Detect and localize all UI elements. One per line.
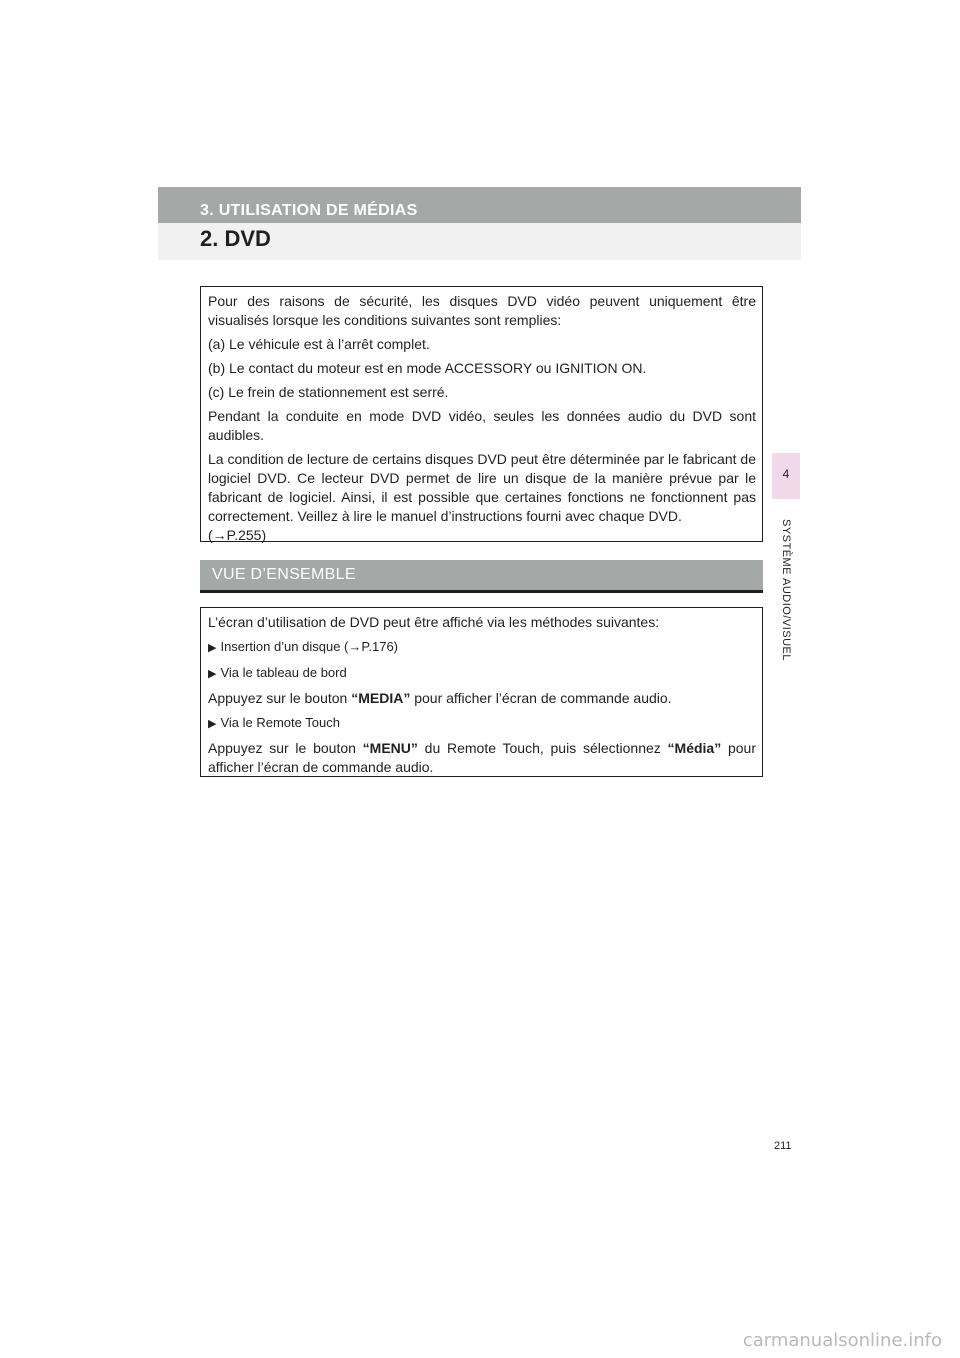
bullet-arrow-icon: ▶ (208, 668, 217, 680)
safety-notice-box (200, 286, 763, 542)
chapter-label: SYSTÈME AUDIO/VISUEL (780, 518, 792, 662)
watermark: carmanualsonline.info (742, 1330, 942, 1351)
page-reference-link[interactable]: (→P.255) (208, 527, 267, 543)
bullet-arrow-icon: ▶ (208, 642, 217, 654)
condition-c: (c) Le frein de stationnement est serré. (208, 384, 449, 400)
method-dashboard-text (208, 689, 756, 708)
method-remote-touch (208, 713, 756, 734)
safety-intro: Pour des raisons de sécurité, les disques DVD vidéo peuvent uniquement être visualisés lorsque les conditions suivantes sont remplies: (208, 293, 756, 328)
media-button-label: “MEDIA” (351, 690, 411, 706)
method-remote-touch-label: Via le Remote Touch (220, 715, 340, 730)
page-title: 2. DVD (200, 226, 271, 251)
overview-intro: L’écran d’utilisation de DVD peut être affiché via les méthodes suivantes: (208, 614, 660, 630)
text-segment: Appuyez sur le bouton (208, 740, 363, 756)
bullet-arrow-icon: ▶ (208, 718, 217, 730)
driving-note: Pendant la conduite en mode DVD vidéo, seules les données audio du DVD sont audibles. (208, 408, 756, 443)
method-insert-disc-label[interactable]: Insertion d’un disque (→P.176) (220, 639, 399, 654)
text-segment: du Remote Touch, puis sélectionnez (417, 740, 668, 756)
method-dashboard-label: Via le tableau de bord (220, 665, 347, 680)
playback-note (208, 450, 756, 545)
method-dashboard (208, 663, 756, 684)
text-segment: pour afficher l’écran de commande audio. (208, 740, 756, 775)
condition-a: (a) Le véhicule est à l’arrêt complet. (208, 336, 430, 352)
menu-button-label: “MENU” (362, 740, 418, 756)
method-insert-disc (208, 637, 756, 658)
text-segment: Appuyez sur le bouton (208, 690, 352, 706)
section-title: 3. UTILISATION DE MÉDIAS (200, 202, 418, 219)
overview-heading: VUE D’ENSEMBLE (212, 566, 356, 583)
chapter-number: 4 (782, 467, 790, 481)
condition-b: (b) Le contact du moteur est en mode ACCESSORY ou IGNITION ON. (208, 360, 647, 376)
text-segment: pour afficher l’écran de commande audio. (410, 690, 672, 706)
method-remote-touch-text (208, 739, 756, 777)
page-number: 211 (774, 1140, 792, 1152)
playback-note-text: La condition de lecture de certains disques DVD peut être déterminée par le fabricant de logiciel DVD. Ce lecteur DVD permet de lire un disque de la manière prévue par le fabricant de logiciel. Ainsi, il est possible que certaines fonctions ne fonctionnent pas correctement. Veillez à lire le manuel d’instructions fourni avec chaque DVD. (208, 451, 756, 524)
media-option-label: “Média” (667, 740, 722, 756)
overview-box (200, 607, 763, 777)
